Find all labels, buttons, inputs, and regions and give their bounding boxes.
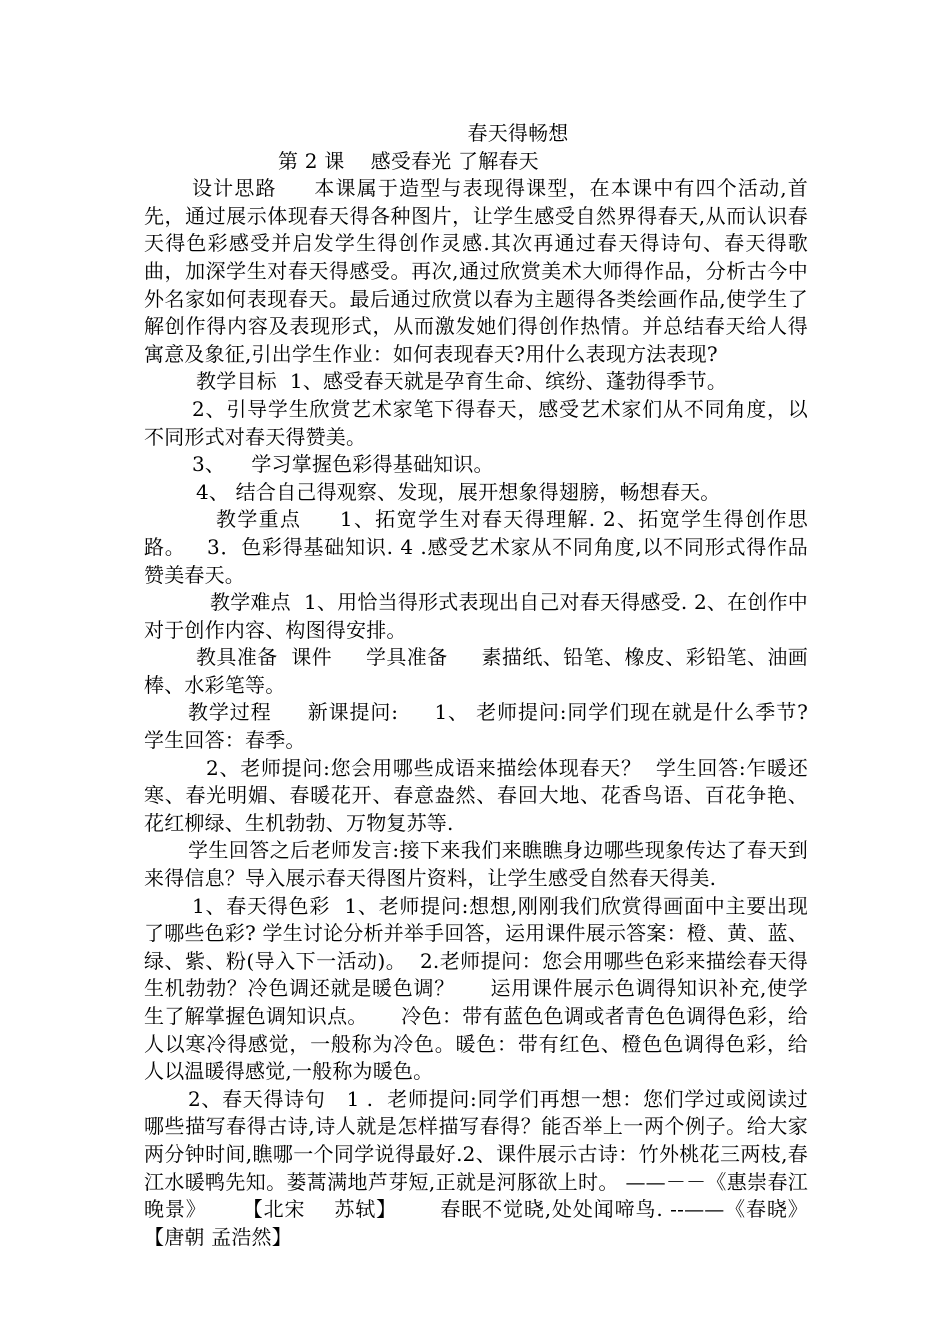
lesson-subtitle: 第 2 课 感受春光 了解春天 bbox=[278, 148, 539, 173]
paragraph-spring-poems: 2、春天得诗句 1 . 老师提问:同学们再想一想：您们学过或阅读过哪些描写春得古诗,诗人就是怎样描写春得？能否举上一两个例子。给大家两分钟时间,瞧哪一个同学说得最好.2、课件展示古诗：竹外桃花三两枝,春江水暖鸭先知。蒌蒿满地芦芽短,正就是河豚欲上时。 ——－－《惠崇春江晚景》 【北宋 苏轼】 春眠不觉晓,处处闻啼鸟. --——《春晓》 【唐朝 孟浩然】 bbox=[144, 1086, 815, 1249]
paragraph-teaching-process: 教学过程 新课提问: 1、 老师提问:同学们现在就是什么季节? 学生回答：春季。 bbox=[144, 700, 815, 753]
paragraph-design-idea: 设计思路 本课属于造型与表现得课型，在本课中有四个活动,首先，通过展示体现春天得各种图片，让学生感受自然界得春天,从而认识春天得色彩感受并启发学生得创作灵感.其次再通过春天得诗句、春天得歌曲，加深学生对春天得感受。再次,通过欣赏美术大师得作品，分析古今中外名家如何表现春天。最后通过欣赏以春为主题得各类绘画作品,使学生了解创作得内容及表现形式，从而激发她们得创作热情。并总结春天给人得寓意及象征,引出学生作业：如何表现春天?用什么表现方法表现? bbox=[144, 176, 808, 366]
paragraph-teaching-goal-1: 教学目标 1、感受春天就是孕育生命、缤纷、蓬勃得季节。 bbox=[196, 369, 728, 394]
paragraph-teaching-goal-2: 2、引导学生欣赏艺术家笔下得春天，感受艺术家们从不同角度，以不同形式对春天得赞美。 bbox=[144, 396, 808, 449]
paragraph-key-points: 教学重点 1、拓宽学生对春天得理解. 2、拓宽学生得创作思路。 3．色彩得基础知识. 4 .感受艺术家从不同角度,以不同形式得作品赞美春天。 bbox=[144, 507, 808, 587]
paragraph-spring-colors: 1、春天得色彩 1、老师提问:想想,刚刚我们欣赏得画面中主要出现了哪些色彩? 学生讨论分析并举手回答，运用课件展示答案：橙、黄、蓝、绿、紫、粉(导入下一活动)。 2.老师提问：您会用哪些色彩来描绘春天得生机勃勃？冷色调还就是暖色调？ 运用课件展示色调得知识补充,使学生了解掌握色调知识点。 冷色：带有蓝色色调或者青色色调得色彩，给人以寒冷得感觉，一般称为冷色。暖色：带有红色、橙色色调得色彩，给人以温暖得感觉,一般称为暖色。 bbox=[144, 893, 808, 1084]
paragraph-idioms-question: 2、老师提问:您会用哪些成语来描绘体现春天？ 学生回答:乍暖还寒、春光明媚、春暖花开、春意盎然、春回大地、花香鸟语、百花争艳、花红柳绿、生机勃勃、万物复苏等. bbox=[144, 755, 808, 835]
page-title: 春天得畅想 bbox=[467, 121, 569, 145]
document-body bbox=[144, 120, 815, 1251]
paragraph-difficulties: 教学难点 1、用恰当得形式表现出自己对春天得感受. 2、在创作中对于创作内容、构图得安排。 bbox=[144, 590, 808, 642]
paragraph-teaching-goal-3: 3、 学习掌握色彩得基础知识。 bbox=[192, 452, 494, 477]
paragraph-teaching-goal-4: 4、 结合自己得观察、发现，展开想象得翅膀，畅想春天。 bbox=[196, 479, 721, 504]
paragraph-preparation: 教具准备 课件 学具准备 素描纸、铅笔、橡皮、彩铅笔、油画棒、水彩笔等。 bbox=[144, 645, 808, 697]
paragraph-teacher-remark: 学生回答之后老师发言:接下来我们来瞧瞧身边哪些现象传达了春天到来得信息？导入展示春天得图片资料，让学生感受自然春天得美. bbox=[144, 838, 808, 891]
